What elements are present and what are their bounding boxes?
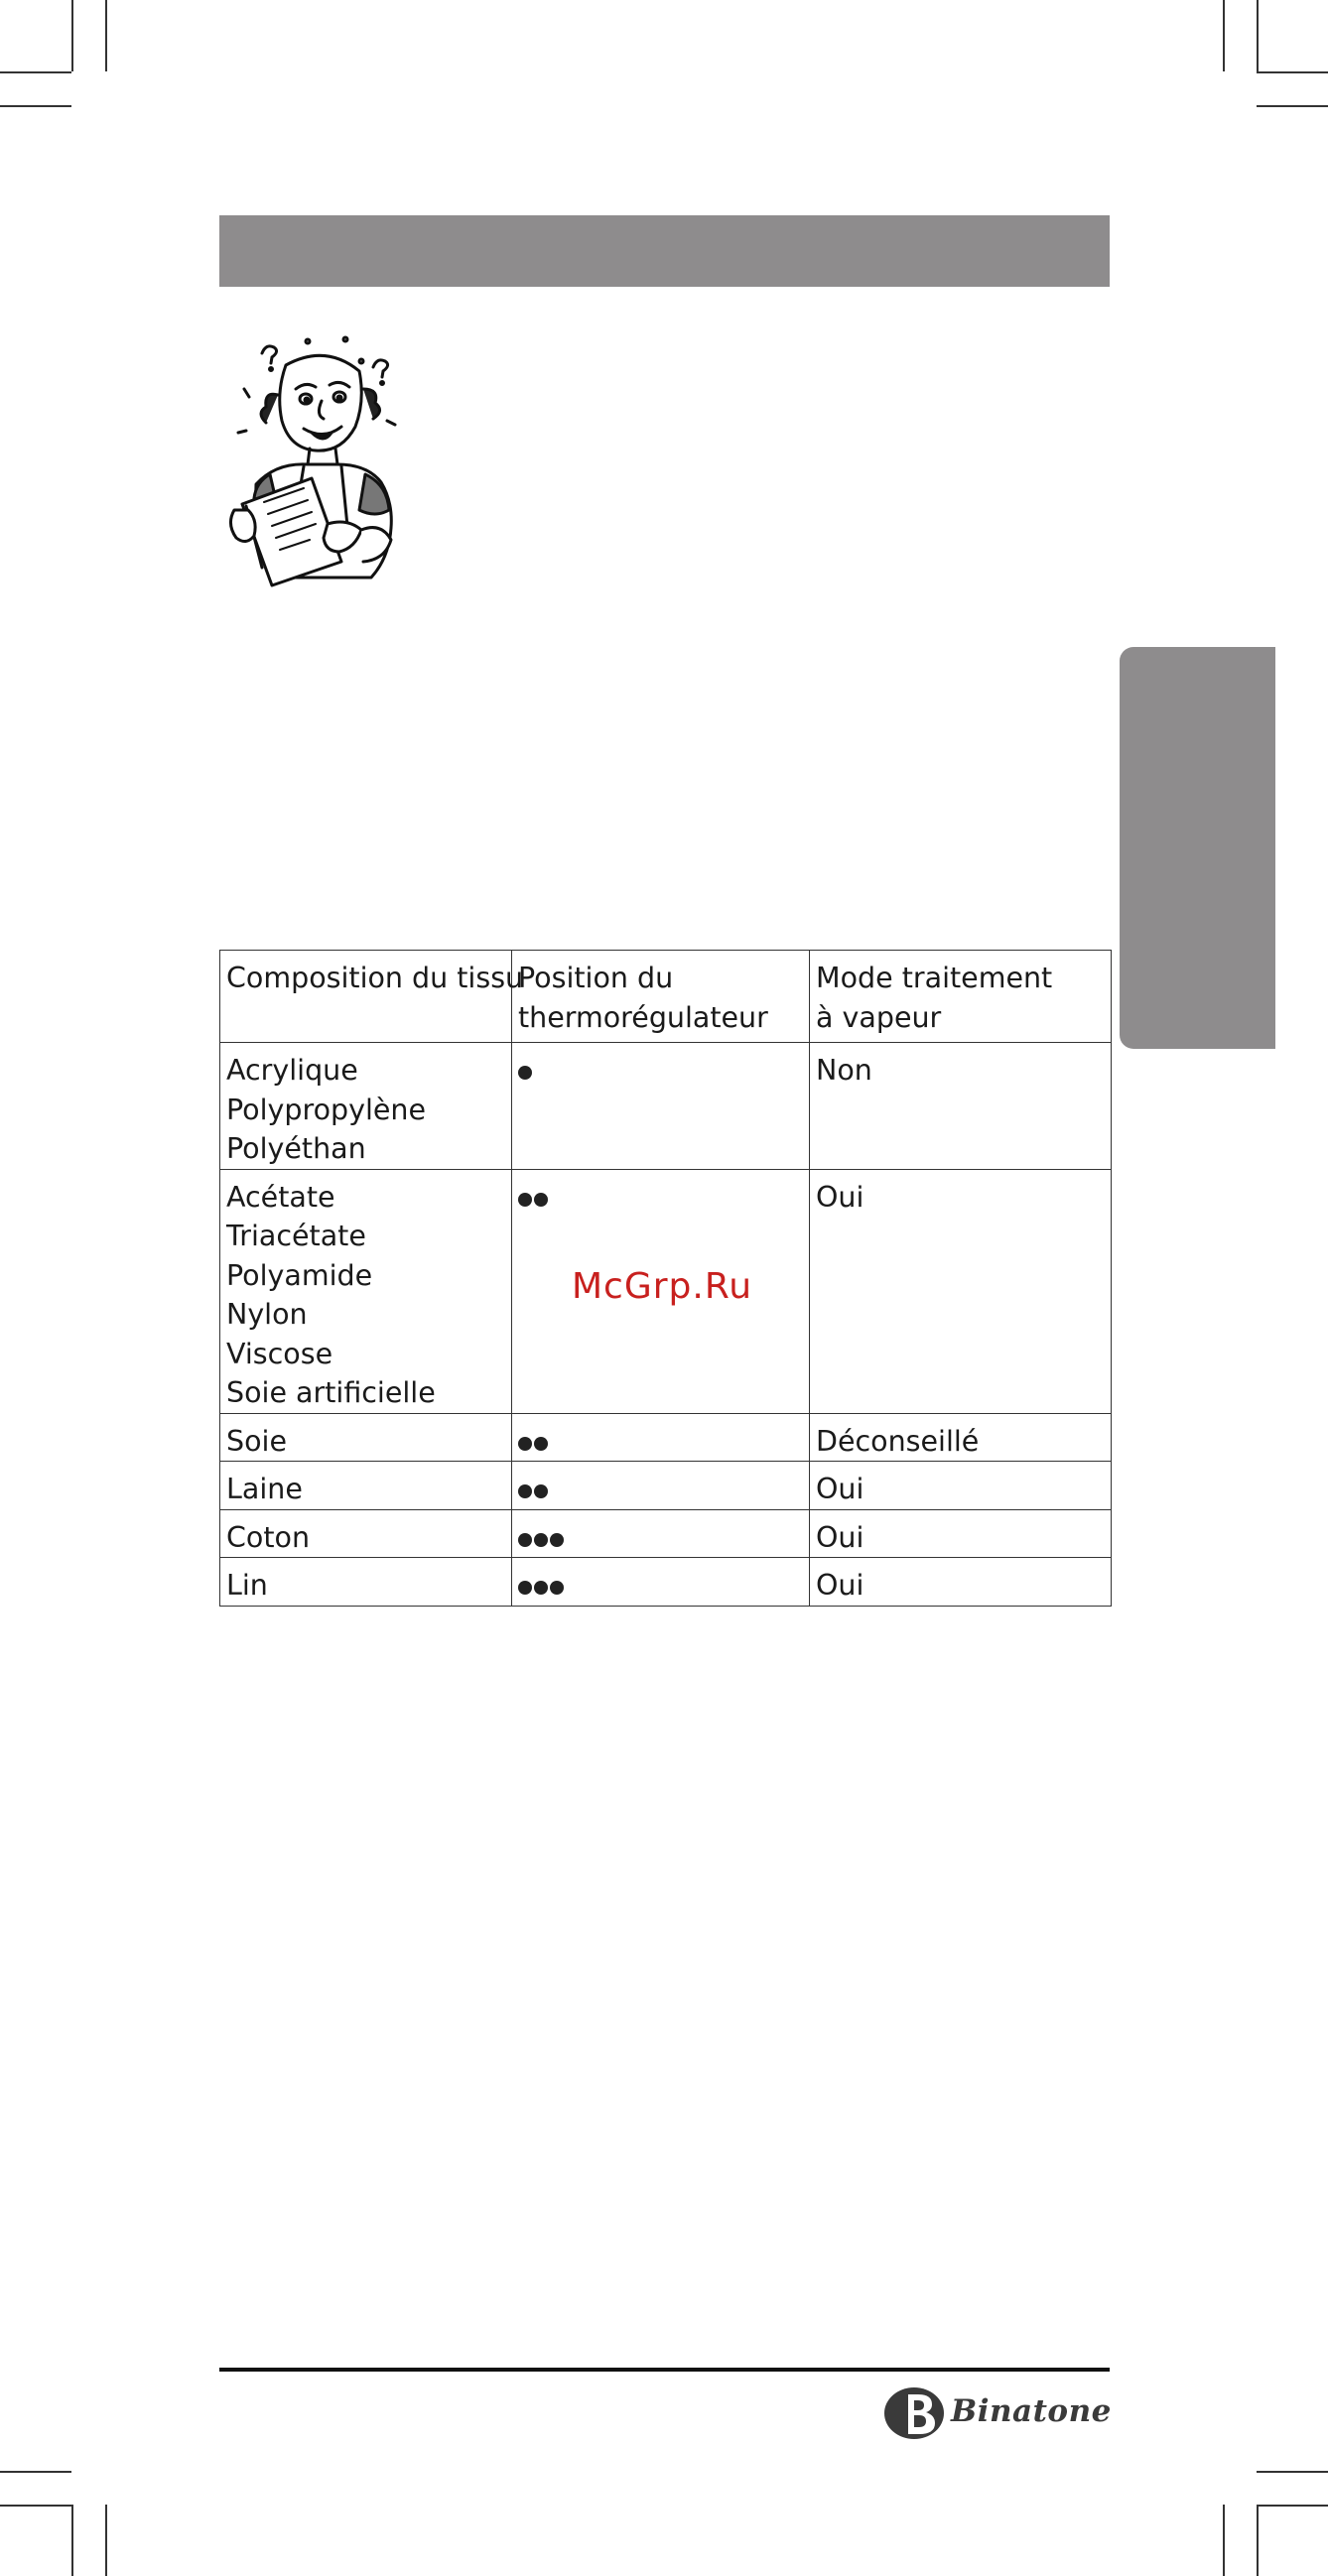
cell-text-line: à vapeur: [816, 1000, 942, 1034]
thermostat-dots: [518, 1058, 532, 1080]
steam-mode-cell: [810, 1558, 1112, 1607]
table-header-cell: [512, 951, 810, 1043]
thermostat-cell: [512, 1509, 810, 1558]
thermostat-dots: [518, 1185, 548, 1207]
watermark-text: McGrp.Ru: [572, 1266, 753, 1307]
footer-rule: [219, 2368, 1110, 2372]
cell-text-line: Soie artificielle: [226, 1376, 436, 1409]
thermostat-cell: [512, 1462, 810, 1510]
filled-circle-icon: [518, 1193, 532, 1207]
crop-mark: [105, 0, 107, 71]
thermostat-dots: [518, 1525, 564, 1547]
cell-text-line: Soie: [226, 1424, 287, 1458]
crop-mark: [1257, 2471, 1328, 2473]
cell-text-line: Polypropylène: [226, 1093, 427, 1126]
filled-circle-icon: [518, 1581, 532, 1595]
steam-mode-value: Oui: [816, 1569, 864, 1602]
filled-circle-icon: [534, 1484, 548, 1498]
cell-text-line: Acétate: [226, 1180, 335, 1214]
crop-mark: [0, 2505, 71, 2507]
steam-mode-cell: [810, 1169, 1112, 1413]
crop-mark: [1257, 0, 1259, 71]
crop-mark: [71, 0, 73, 71]
table-row: [220, 1558, 1112, 1607]
cell-text-line: Lin: [226, 1569, 268, 1602]
filled-circle-icon: [534, 1581, 548, 1595]
section-header-bar: [219, 215, 1110, 287]
cell-text-line: Coton: [226, 1520, 311, 1554]
fabric-cell: [220, 1169, 512, 1413]
filled-circle-icon: [518, 1066, 532, 1080]
fabric-cell: [220, 1413, 512, 1462]
crop-mark: [1257, 71, 1328, 73]
filled-circle-icon: [534, 1533, 548, 1547]
steam-mode-value: Oui: [816, 1520, 864, 1554]
steam-mode-cell: [810, 1043, 1112, 1170]
crop-mark: [0, 71, 71, 73]
cell-text-line: thermorégulateur: [518, 1000, 768, 1034]
table-row: [220, 1509, 1112, 1558]
fabric-cell: [220, 1462, 512, 1510]
table-row: [220, 1043, 1112, 1170]
thermostat-dots: [518, 1429, 548, 1451]
cell-text-line: Composition du tissu: [226, 962, 524, 994]
cell-text-line: Mode traitement: [816, 962, 1053, 994]
filled-circle-icon: [518, 1437, 532, 1451]
binatone-logo-icon: [880, 2384, 952, 2442]
table-row: [220, 1413, 1112, 1462]
crop-mark: [0, 2471, 71, 2473]
cell-text-line: Acrylique: [226, 1054, 358, 1087]
table-header-cell: [220, 951, 524, 1043]
crop-mark: [1257, 105, 1328, 107]
crop-mark: [1257, 2505, 1259, 2576]
cell-text-line: Triacétate: [226, 1220, 366, 1252]
table-header-row: [220, 951, 1112, 1043]
table-row: [220, 1462, 1112, 1510]
thermostat-cell: [512, 1413, 810, 1462]
steam-mode-cell: [810, 1413, 1112, 1462]
crop-mark: [1257, 2505, 1328, 2507]
steam-mode-value: Déconseillé: [816, 1424, 980, 1458]
crop-mark: [1223, 2505, 1225, 2576]
thermostat-dots: [518, 1573, 564, 1595]
thermostat-cell: [512, 1043, 810, 1170]
steam-mode-value: Oui: [816, 1473, 864, 1505]
filled-circle-icon: [550, 1581, 564, 1595]
fabric-cell: [220, 1509, 512, 1558]
steam-mode-cell: [810, 1462, 1112, 1510]
steam-mode-value: Oui: [816, 1180, 864, 1214]
cell-text-line: Laine: [226, 1473, 303, 1505]
thermostat-dots: [518, 1477, 548, 1498]
thermostat-cell: [512, 1558, 810, 1607]
cell-text-line: Nylon: [226, 1298, 308, 1331]
confused-man-reading-manual-icon: [216, 325, 415, 591]
filled-circle-icon: [534, 1437, 548, 1451]
fabric-cell: [220, 1043, 512, 1170]
cell-text-line: Position du: [518, 962, 674, 994]
filled-circle-icon: [534, 1193, 548, 1207]
table-header-cell: [810, 951, 1112, 1043]
filled-circle-icon: [550, 1533, 564, 1547]
steam-mode-value: Non: [816, 1054, 872, 1087]
fabric-cell: [220, 1558, 512, 1607]
filled-circle-icon: [518, 1533, 532, 1547]
crop-mark: [1223, 0, 1225, 71]
steam-mode-cell: [810, 1509, 1112, 1558]
crop-mark: [0, 105, 71, 107]
brand-name: Binatone: [951, 2393, 1112, 2429]
cell-text-line: Polyéthan: [226, 1132, 366, 1165]
filled-circle-icon: [518, 1484, 532, 1498]
crop-mark: [71, 2505, 73, 2576]
crop-mark: [105, 2505, 107, 2576]
cell-text-line: Viscose: [226, 1337, 333, 1370]
cell-text-line: Polyamide: [226, 1258, 373, 1292]
language-side-tab: [1120, 647, 1275, 1049]
